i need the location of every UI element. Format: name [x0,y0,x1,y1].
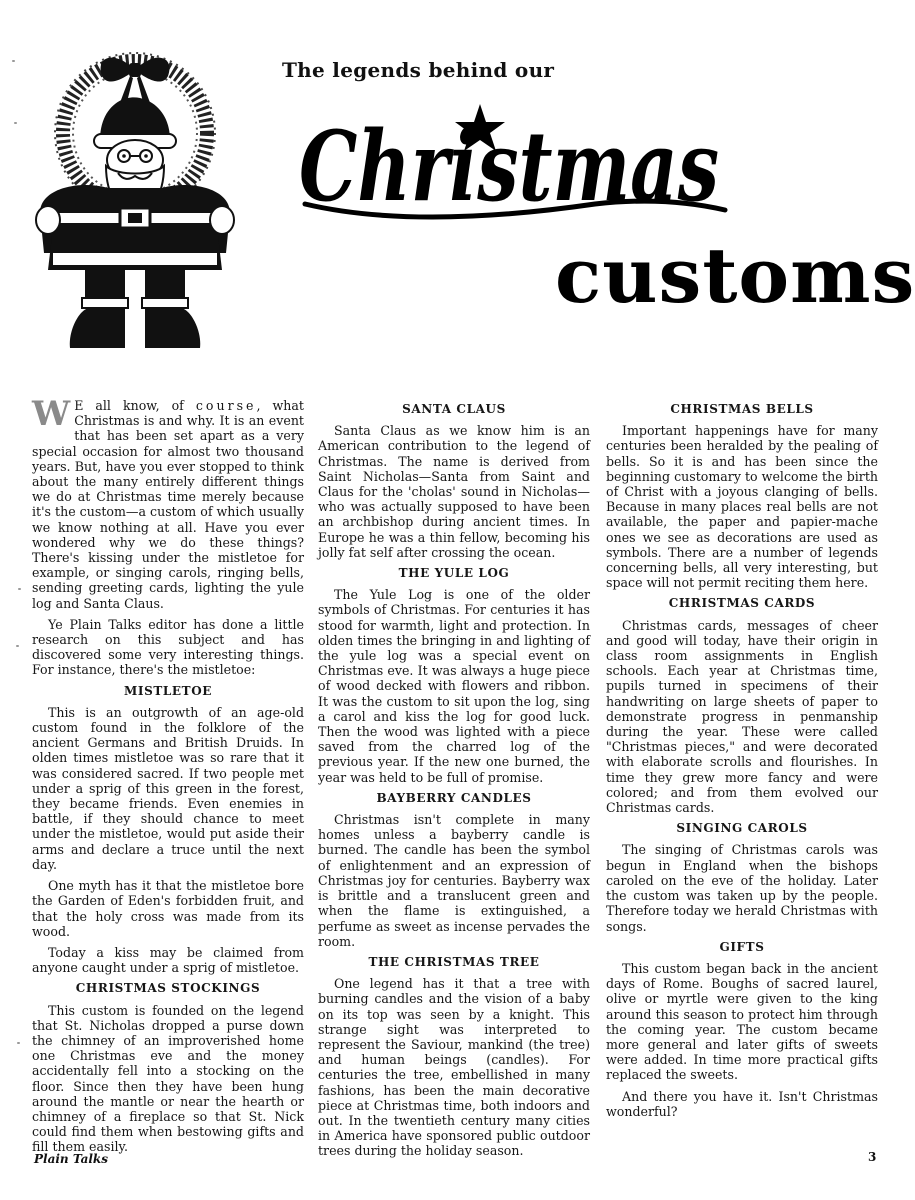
article-column-2 [318,398,590,1165]
customs-title-word: customs [555,231,915,320]
scan-speck [14,122,17,124]
carols-paragraph: The singing of Christmas carols was begun in England when the bishops caroled on the eve of the holiday. Later the custom was taken up by the people. Therefore today we herald Christmas with songs. [606,842,878,934]
stockings-paragraph: This custom is founded on the legend that St. Nicholas dropped a purse down the chimney of an improverished home one Christmas eve and the money accidentally fell into a stocking on the floor. Since then they have been hung around the mantle or near the hearth or chimney of a fireplace so that St. Nick could find them when bestowing gifts and fill them easily. [32,1002,304,1155]
gifts-paragraph: This custom began back in the ancient days of Rome. Boughs of sacred laurel, olive or myrtle were given to the king around this season to protect him through the coming year. The custom became more general and later gifts of sweets were added. In time more practical gifts replaced the sweets. [606,960,878,1083]
yule-paragraph: The Yule Log is one of the older symbols of Christmas. For centuries it has stood for warmth, light and protection. In olden times the bringing in and lighting of the yule log was a special event on Christmas eve. It was always a huge piece of wood decked with flowers and ribbon. It was the custom to sit upon the log, sing a carol and kiss the log for good luck. Then the wood was lighted with a piece saved from the charred log of the previous year. If the new one burned, the year was held to be full of promise. [318,587,590,785]
scan-speck [17,1042,20,1044]
cards-paragraph: Christmas cards, messages of cheer and good will today, have their origin in class room assignments in English schools. Each year at Christmas time, pupils turned in specimens of their handwriting on large sheets of paper to demonstrate progress in penmanship during the year. These were called "Christmas pieces," and were decorated with elaborate scrolls and flourishes. In time they grew more fancy and were colored; and from them evolved our Christmas cards. [606,617,878,816]
santa-paragraph: Santa Claus as we know him is an American contribution to the legend of Christmas. The name is derived from Saint Nicholas—Santa from Saint and Claus for the 'cholas' sound in Nicholas—who was actually supposed to have been an archbishop during ancient times. In Europe he was a thin fellow, becoming his jolly fat self after crossing the ocean. [318,423,590,560]
christmas-script-title [295,92,735,242]
title-kicker: The legends behind our [282,58,555,82]
section-heading-bells: CHRISTMAS BELLS [670,402,814,416]
section-heading-mistletoe: MISTLETOE [123,683,212,698]
closing-paragraph: And there you have it. Isn't Christmas wonderful? [606,1088,878,1119]
tree-paragraph: One legend has it that a tree with burning candles and the vision of a baby on its top was seen by a knight. This strange sight was interpreted to represent the Saviour, mankind (the tree) and human beings (candles). For centuries the tree, embellished in many fashions, has been the main decorative piece at Christmas time, both indoors and out. In the twentieth century many cities in America have sponsored public outdoor trees during the holiday season. [318,976,590,1159]
section-heading-christmas-tree: THE CHRISTMAS TREE [368,954,540,969]
mistletoe-paragraph-3: Today a kiss may be claimed from anyone caught under a sprig of mistletoe. [32,944,304,976]
section-heading-santa-claus: SANTA CLAUS [402,402,506,416]
page-number: 3 [868,1150,877,1164]
publication-name: Plain Talks [34,1152,109,1166]
scan-speck [18,588,21,590]
section-heading-bayberry: BAYBERRY CANDLES [376,790,532,805]
section-heading-gifts: GIFTS [719,939,765,954]
intro-paragraph-2: Ye Plain Talks editor has done a little research on this subject and has discovered some very interesting things. For instance, there's the mistletoe: [32,616,304,678]
section-heading-cards: CHRISTMAS CARDS [668,596,816,611]
mistletoe-paragraph-2: One myth has it that the mistletoe bore the Garden of Eden's forbidden fruit, and that the holy cross was made from its wood. [32,878,304,939]
scan-speck [12,60,15,62]
section-heading-yule-log: THE YULE LOG [398,566,510,581]
section-heading-stockings: CHRISTMAS STOCKINGS [75,981,261,996]
article-column-1 [32,394,304,1161]
drop-cap: W [32,394,71,434]
bayberry-paragraph: Christmas isn't complete in many homes unless a bayberry candle is burned. The candle has been the symbol of enlightenment and an expression of Christmas joy for centuries. Bayberry wax is brittle and a translucent green and when the flame is extinguished, a perfume as sweet as incense pervades the room. [318,812,590,949]
section-heading-carols: SINGING CAROLS [676,821,808,836]
christmas-script-word: Christmas [299,110,719,223]
mistletoe-paragraph-1: This is an outgrowth of an age-old custom found in the folklore of the ancient Germans and British Druids. In olden times mistletoe was so rare that it was considered sacred. If two people met under a sprig of this green in the forest, they became friends. Even enemies in battle, if they should chance to meet under the mistletoe, would put aside their arms and declare a truce until the next day. [32,704,304,872]
santa-claus-illustration [30,48,240,353]
article-column-3 [606,398,878,1125]
scan-speck [16,645,19,647]
bells-paragraph: Important happenings have for many centuries been heralded by the pealing of bells. So it is and has been since the beginning customary to welcome the birth of Christ with a joyous clanging of bells. Because in many places real bells are not available, the paper and papier-mache ones we see as decorations are used as symbols. There are a number of legends concerning bells, all very interesting, but space will not permit reciting them here. [606,423,878,591]
intro-paragraph-1: W E all know, of course, what Christmas is and why. It is an event that has been set apart as a very special occasion for almost two thousand years. But, have you ever stopped to think about the many entirely different things we do at Christmas time merely because it's the custom—a custom of which usually we know nothing at all. Have you ever wondered why we do these things? There's kissing under the mistletoe for example, or singing carols, ringing bells, sending greeting cards, lighting the yule log and Santa Claus. [32,394,304,611]
